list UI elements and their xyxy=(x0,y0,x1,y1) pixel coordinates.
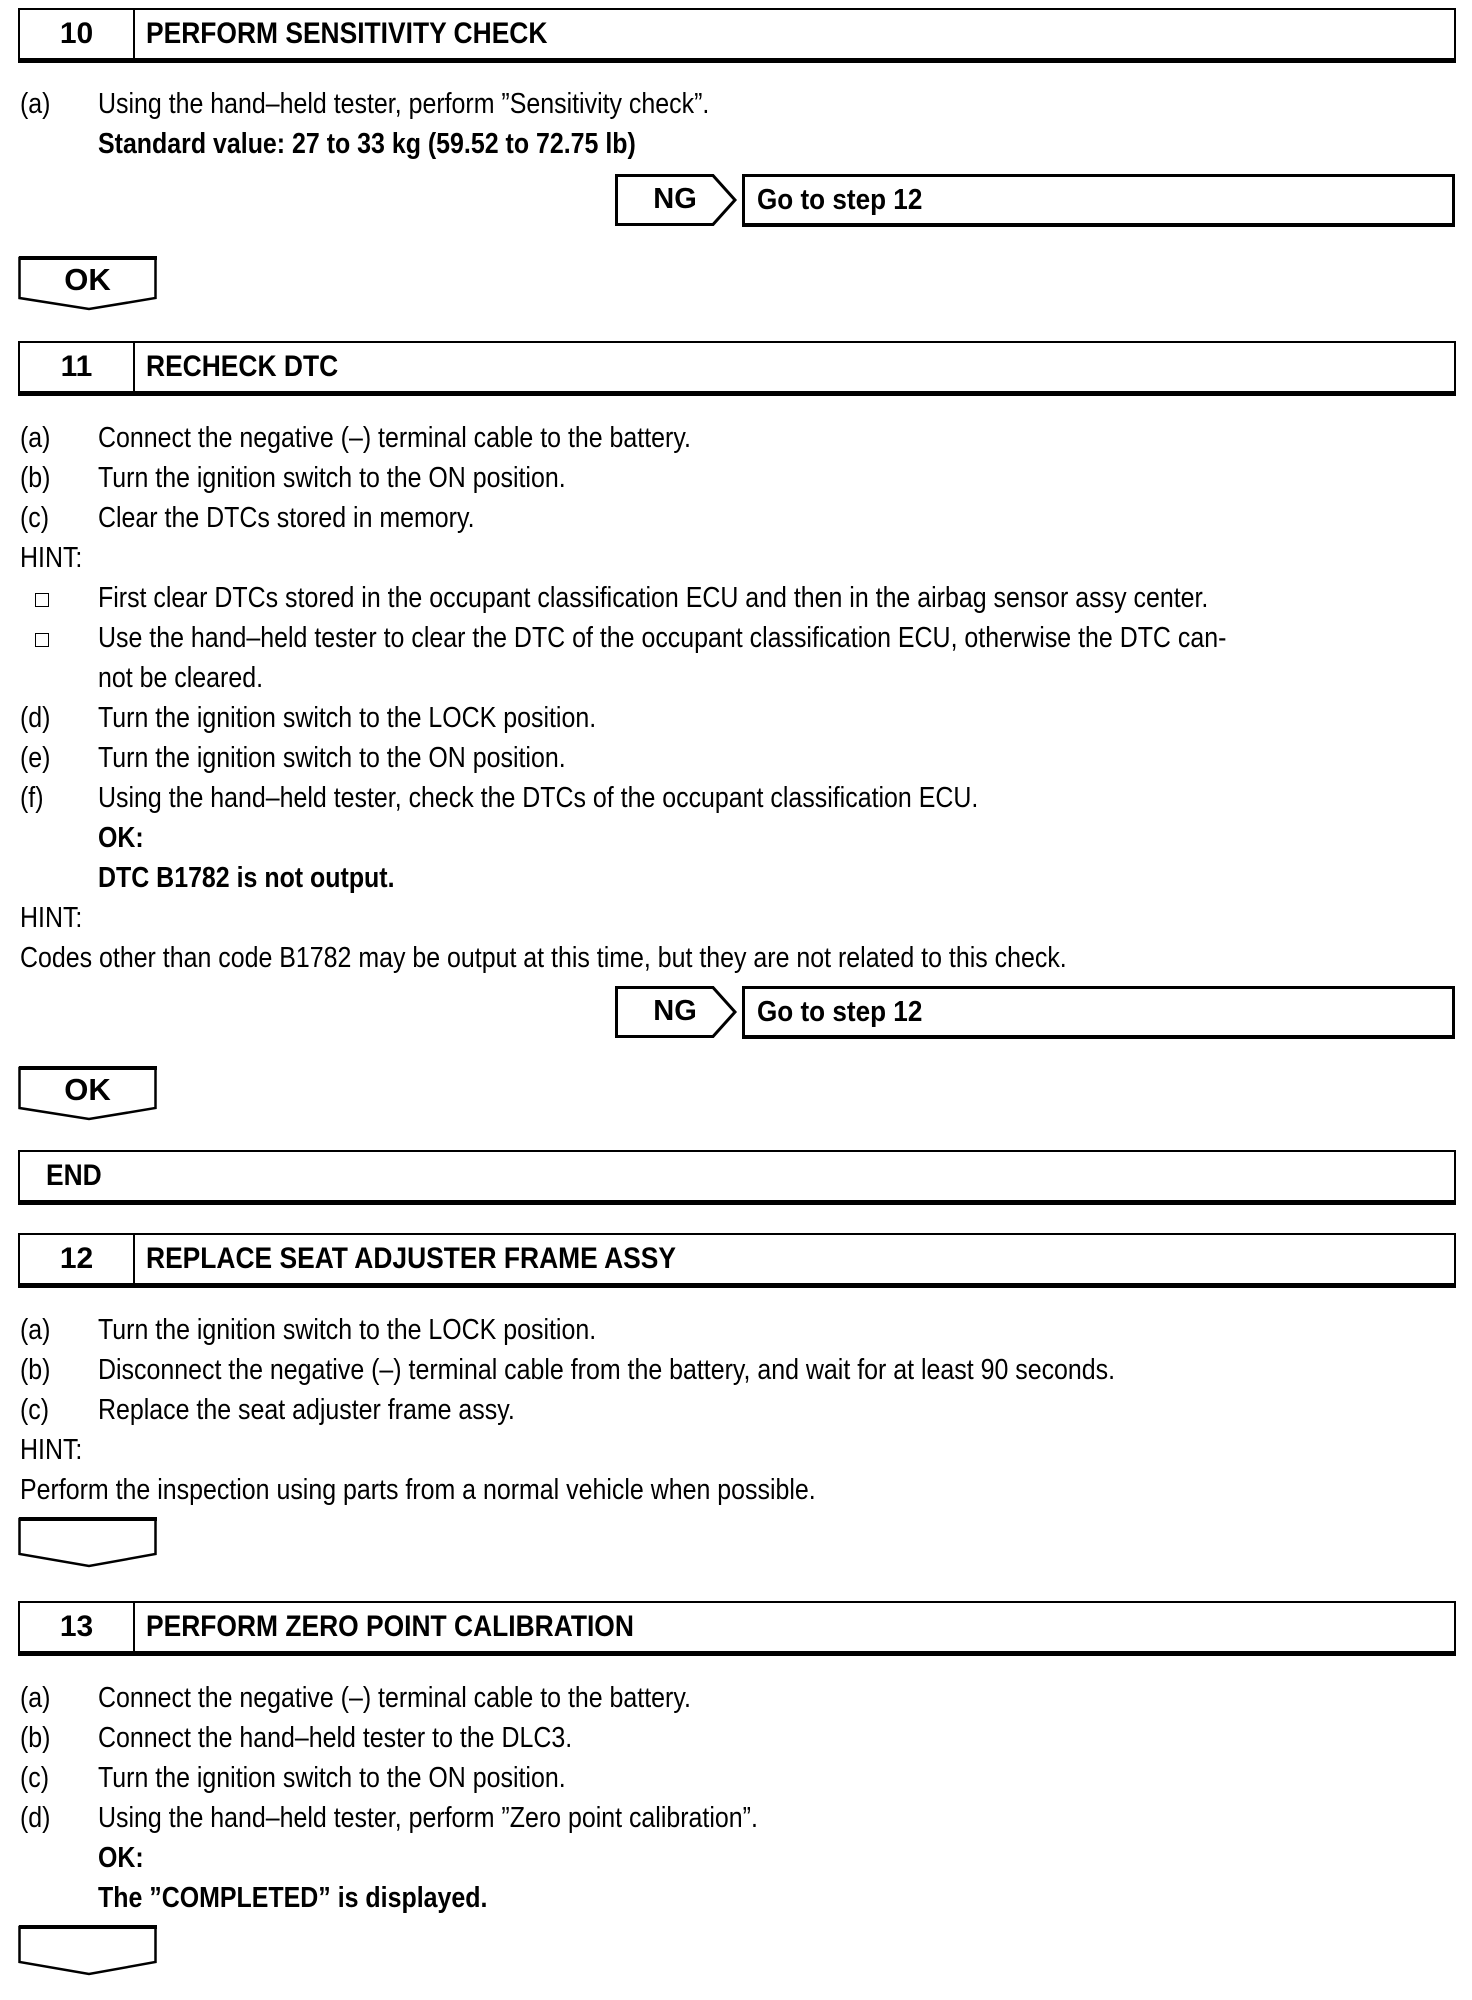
ng-branch[interactable] xyxy=(615,174,1453,226)
item-label: (a) xyxy=(20,1682,51,1714)
hint-label: HINT: xyxy=(20,902,83,934)
item-text: Connect the hand–held tester to the DLC3. xyxy=(98,1722,573,1754)
flow-arrow[interactable] xyxy=(18,1925,157,1979)
item-text: Using the hand–held tester, check the DTCs of the occupant classification ECU. xyxy=(98,782,979,814)
step-number: 11 xyxy=(20,343,135,391)
item-label: (a) xyxy=(20,88,51,120)
goto-step-box[interactable] xyxy=(742,174,1455,227)
hint-bullet-text: First clear DTCs stored in the occupant classification ECU and then in the airbag sensor assy center. xyxy=(98,582,1209,614)
down-arrow-box-icon xyxy=(18,1517,158,1573)
flow-arrow[interactable] xyxy=(18,1517,157,1571)
item-text: Replace the seat adjuster frame assy. xyxy=(98,1394,515,1426)
item-text: Disconnect the negative (–) terminal cable from the battery, and wait for at least 90 seconds. xyxy=(98,1354,1116,1386)
end-box xyxy=(18,1150,1456,1205)
ok-label: OK xyxy=(64,1072,111,1107)
hint-text: Codes other than code B1782 may be output at this time, but they are not related to this check. xyxy=(20,942,1067,974)
item-label: (d) xyxy=(20,1802,51,1834)
step-13-header xyxy=(18,1601,1456,1656)
step-number: 12 xyxy=(20,1235,135,1283)
item-text: Connect the negative (–) terminal cable to the battery. xyxy=(98,1682,691,1714)
hint-bullet-text: Use the hand–held tester to clear the DTC of the occupant classification ECU, otherwise the DTC can- xyxy=(98,622,1227,654)
ok-criteria-title: OK: xyxy=(98,1842,144,1874)
step-title: REPLACE SEAT ADJUSTER FRAME ASSY xyxy=(146,1242,677,1275)
item-label: (c) xyxy=(20,1394,50,1426)
item-text: Connect the negative (–) terminal cable to the battery. xyxy=(98,422,691,454)
step-12-header xyxy=(18,1233,1456,1288)
ok-criteria-title: OK: xyxy=(98,822,144,854)
step-number: 13 xyxy=(20,1603,135,1651)
ok-flow-arrow[interactable] xyxy=(18,256,157,310)
item-label: (f) xyxy=(20,782,44,814)
item-text: Turn the ignition switch to the ON position. xyxy=(98,462,566,494)
item-text: Turn the ignition switch to the ON position. xyxy=(98,1762,566,1794)
square-bullet-icon xyxy=(35,593,49,607)
step-number: 10 xyxy=(20,10,135,58)
step-11-header xyxy=(18,341,1456,396)
hint-bullet-text-cont: not be cleared. xyxy=(98,662,263,694)
item-text: Turn the ignition switch to the LOCK position. xyxy=(98,702,597,734)
step-title: RECHECK DTC xyxy=(146,350,339,383)
item-text: Using the hand–held tester, perform ”Sensitivity check”. xyxy=(98,88,710,120)
item-label: (a) xyxy=(20,1314,51,1346)
item-label: (b) xyxy=(20,1722,51,1754)
ng-label: NG xyxy=(653,183,697,215)
item-text: Turn the ignition switch to the LOCK position. xyxy=(98,1314,597,1346)
item-text: Turn the ignition switch to the ON position. xyxy=(98,742,566,774)
item-text: Using the hand–held tester, perform ”Zero point calibration”. xyxy=(98,1802,758,1834)
item-label: (c) xyxy=(20,502,50,534)
item-label: (b) xyxy=(20,1354,51,1386)
standard-value: Standard value: 27 to 33 kg (59.52 to 72.75 lb) xyxy=(98,128,636,160)
ng-label: NG xyxy=(653,995,697,1027)
ok-criteria-result: The ”COMPLETED” is displayed. xyxy=(98,1882,488,1914)
ok-label: OK xyxy=(64,262,111,297)
square-bullet-icon xyxy=(35,633,49,647)
goto-text: Go to step 12 xyxy=(757,184,923,216)
item-label: (b) xyxy=(20,462,51,494)
ok-flow-arrow[interactable] xyxy=(18,1066,157,1120)
hint-text: Perform the inspection using parts from a normal vehicle when possible. xyxy=(20,1474,816,1506)
hint-label: HINT: xyxy=(20,542,83,574)
item-label: (e) xyxy=(20,742,51,774)
down-arrow-box-icon xyxy=(18,1925,158,1981)
step-10-header xyxy=(18,8,1456,63)
item-text: Clear the DTCs stored in memory. xyxy=(98,502,475,534)
hint-label: HINT: xyxy=(20,1434,83,1466)
step-title: PERFORM SENSITIVITY CHECK xyxy=(146,17,548,50)
item-label: (c) xyxy=(20,1762,50,1794)
ng-branch[interactable] xyxy=(615,986,1453,1038)
step-title: PERFORM ZERO POINT CALIBRATION xyxy=(146,1610,634,1643)
item-label: (d) xyxy=(20,702,51,734)
ok-criteria-result: DTC B1782 is not output. xyxy=(98,862,395,894)
end-label: END xyxy=(46,1159,102,1192)
item-label: (a) xyxy=(20,422,51,454)
goto-step-box[interactable] xyxy=(742,986,1455,1039)
goto-text: Go to step 12 xyxy=(757,996,923,1028)
